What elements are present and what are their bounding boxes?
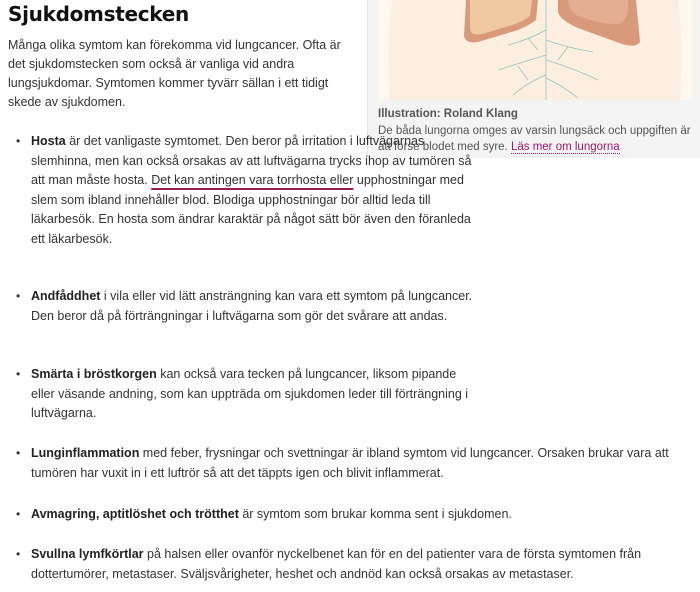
symptom-item-hosta (31, 132, 473, 249)
symptom-text: i vila eller vid lätt ansträngning kan vara ett symtom på lungcancer. Den beror då på förträngningar i luftvägarna som gör det svårare att andas. (31, 289, 473, 323)
symptom-item-smarta (31, 365, 476, 424)
symptom-text: är symtom som brukar komma sent i sjukdomen. (238, 507, 512, 521)
figure-caption-text: De båda lungorna omges av varsin lungsäck och uppgiften är att förse blodet med syre. (378, 125, 691, 153)
symptom-term: Avmagring, aptitlöshet och trötthet (31, 507, 239, 521)
symptom-item-lymfkortlar (31, 545, 700, 584)
symptom-text: kan också vara tecken på lungcancer, liksom pipande eller väsande andning, som kan uppträda om sjukdomen leder till förträngning i luftvägarna. (31, 367, 469, 420)
symptom-text: på halsen eller ovanför nyckelbenet kan för en del patienter vara de första symtomen från dottertumörer, metastaser. Sväljsvårigheter, heshet och andnöd kan också orsakas av metastaser. (31, 547, 642, 581)
symptom-term: Svullna lymfkörtlar (31, 547, 144, 561)
symptom-text: upphostningar med slem som ibland innehåller blod. Blodiga upphostningar bör alltid leda till läkarbesök. En hosta som ändrar karaktär på något sätt bör även den föranleda ett läkarbesök. (31, 173, 471, 246)
highlighted-text: Det kan antingen vara torrhosta eller (151, 173, 354, 187)
symptom-term: Hosta (31, 134, 66, 148)
symptom-item-avmagring (31, 505, 700, 525)
symptom-item-lunginflammation (31, 444, 700, 483)
intro-paragraph: Många olika symtom kan förekomma vid lungcancer. Ofta är det sjukdomstecken som också är vanliga vid andra lungsjukdomar. Symtomen kommer tyvärr sällan i ett tidigt skede av sjukdomen. (8, 38, 341, 109)
lung-illustration (378, 0, 692, 100)
symptom-term: Lunginflammation (31, 446, 140, 460)
figure-credit: Illustration: Roland Klang (378, 108, 518, 120)
symptom-term: Smärta i bröstkorgen (31, 367, 157, 381)
lungs-image-icon (378, 0, 692, 100)
read-more-lungs-link[interactable]: Läs mer om lungorna (510, 141, 620, 153)
symptom-text: är det vanligaste symtomet. Den beror på irritation i luftvägarnas slemhinna, men kan också orsakas av att luftvägarna trycks ihop av tumören så att man måste hosta. (31, 134, 472, 187)
symptom-term: Andfåddhet (31, 289, 101, 303)
symptom-item-andfaddhet (31, 287, 476, 326)
section-heading: Sjukdomstecken (8, 2, 189, 26)
symptom-text: med feber, frysningar och svettningar är ibland symtom vid lungcancer. Orsaken brukar vara att tumören har vuxit in i ett luftrör så att det täppts igen och blivit inflammerat. (31, 446, 669, 480)
